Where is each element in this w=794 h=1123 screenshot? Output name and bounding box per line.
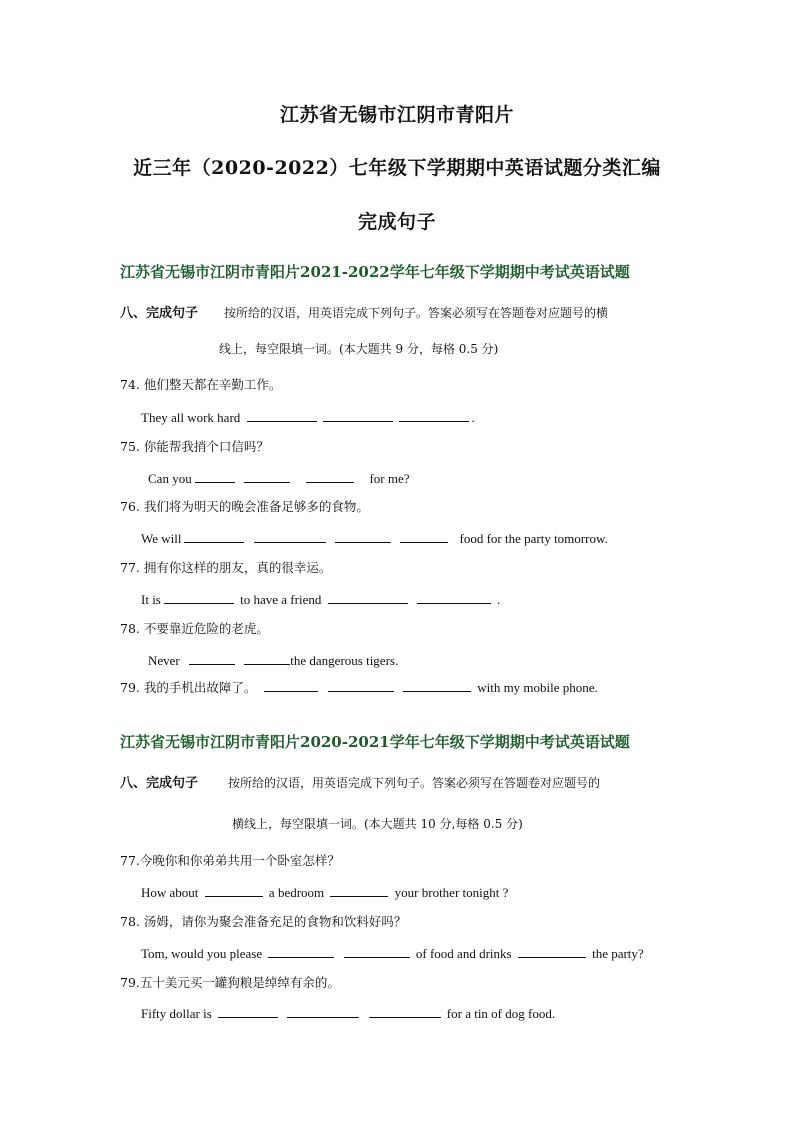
document-title-line1: 江苏省无锡市江阴市青阳片 [279,104,514,126]
s2-q78-english [141,945,644,962]
document-title-line2: 近三年（2020-2022）七年级下学期期中英语试题分类汇编 [133,157,661,179]
s2-q78-chinese: 78. 汤姆，请你为聚会准备充足的食物和饮料好吗？ [120,914,407,929]
s1-q77-text-b: to have a friend [240,592,322,607]
section1-heading: 江苏省无锡市江阴市青阳片2021-2022学年七年级下学期期中考试英语试题 [120,263,630,281]
answer-blank[interactable] [344,945,410,958]
answer-blank[interactable] [205,884,263,897]
section1-instruction-line2: 线上，每空限填一词。(本大题共 9 分，每格 0.5 分) [219,342,499,356]
s1-q77-chinese: 77. 拥有你这样的朋友，真的很幸运。 [120,560,332,575]
s1-q77-text-c: . [497,592,501,607]
answer-blank[interactable] [335,530,391,543]
s2-q77-text-c: your brother tonight ? [394,885,509,900]
answer-blank[interactable] [400,530,448,543]
section2-heading: 江苏省无锡市江阴市青阳片2020-2021学年七年级下学期期中考试英语试题 [120,733,630,751]
s1-q76-text-b: food for the party tomorrow. [459,531,608,546]
section2-instruction-line2: 横线上，每空限填一词。(本大题共 10 分,每格 0.5 分) [232,817,523,831]
answer-blank[interactable] [369,1005,441,1018]
answer-blank[interactable] [164,591,234,604]
s2-q77-chinese: 77.今晚你和你弟弟共用一个卧室怎样？ [120,853,340,868]
s1-q74-chinese: 74. 他们整天都在辛勤工作。 [120,377,282,392]
answer-blank[interactable] [306,470,354,483]
s1-q75-text-b: for me? [369,471,410,486]
answer-blank[interactable] [287,1005,359,1018]
s1-q77-text-a: It is [141,592,161,607]
s1-q76-text-a: We will [141,531,182,546]
s1-q78-text-b: the dangerous tigers. [290,653,399,668]
section1-part-label: 八、完成句子 [120,306,199,321]
answer-blank[interactable] [247,409,317,422]
section2-part-label: 八、完成句子 [120,776,199,791]
answer-blank[interactable] [244,652,290,665]
s1-q75-text-a: Can you [148,471,192,486]
s1-q77-english [141,591,500,608]
s1-q78-text-a: Never [148,653,180,668]
answer-blank[interactable] [417,591,491,604]
answer-blank[interactable] [268,945,334,958]
s1-q74-english [141,409,475,426]
s1-q74-text-b: . [471,410,475,425]
s2-q79-english [141,1005,555,1022]
s1-q75-english [148,470,410,487]
section1-part-line [120,302,608,321]
answer-blank[interactable] [244,470,290,483]
s2-q78-text-b: of food and drinks [415,946,512,961]
answer-blank[interactable] [518,945,586,958]
answer-blank[interactable] [189,652,235,665]
s1-q79-chinese: 79. 我的手机出故障了。 [120,680,257,695]
document-title-line3: 完成句子 [357,211,436,233]
answer-blank[interactable] [403,679,471,692]
s2-q77-english [141,884,508,901]
answer-blank[interactable] [330,884,388,897]
section1-instruction-line1: 按所给的汉语，用英语完成下列句子。答案必须写在答题卷对应题号的横 [224,306,609,320]
answer-blank[interactable] [264,679,318,692]
s2-q79-chinese: 79.五十美元买一罐狗粮是绰绰有余的。 [120,975,340,990]
answer-blank[interactable] [254,530,326,543]
s2-q79-text-b: for a tin of dog food. [446,1006,556,1021]
s1-q79-text-b: with my mobile phone. [477,680,598,695]
answer-blank[interactable] [323,409,393,422]
s1-q74-text-a: They all work hard [141,410,241,425]
s2-q77-text-a: How about [141,885,199,900]
answer-blank[interactable] [399,409,469,422]
section2-part-line [120,772,600,791]
s2-q77-text-b: a bedroom [268,885,325,900]
answer-blank[interactable] [218,1005,278,1018]
s1-q75-chinese: 75. 你能帮我捎个口信吗？ [120,439,269,454]
s2-q79-text-a: Fifty dollar is [141,1006,212,1021]
s1-q79-line [120,677,598,696]
answer-blank[interactable] [195,470,235,483]
s1-q76-chinese: 76. 我们将为明天的晚会准备足够多的食物。 [120,499,369,514]
s1-q76-english [141,530,608,547]
section2-instruction-line1: 按所给的汉语，用英语完成下列句子。答案必须写在答题卷对应题号的 [228,776,601,790]
s1-q78-chinese: 78. 不要靠近危险的老虎。 [120,621,269,636]
answer-blank[interactable] [184,530,244,543]
s2-q78-text-c: the party? [592,946,644,961]
s1-q78-english [148,652,398,669]
answer-blank[interactable] [328,679,394,692]
s2-q78-text-a: Tom, would you please [141,946,263,961]
answer-blank[interactable] [328,591,408,604]
